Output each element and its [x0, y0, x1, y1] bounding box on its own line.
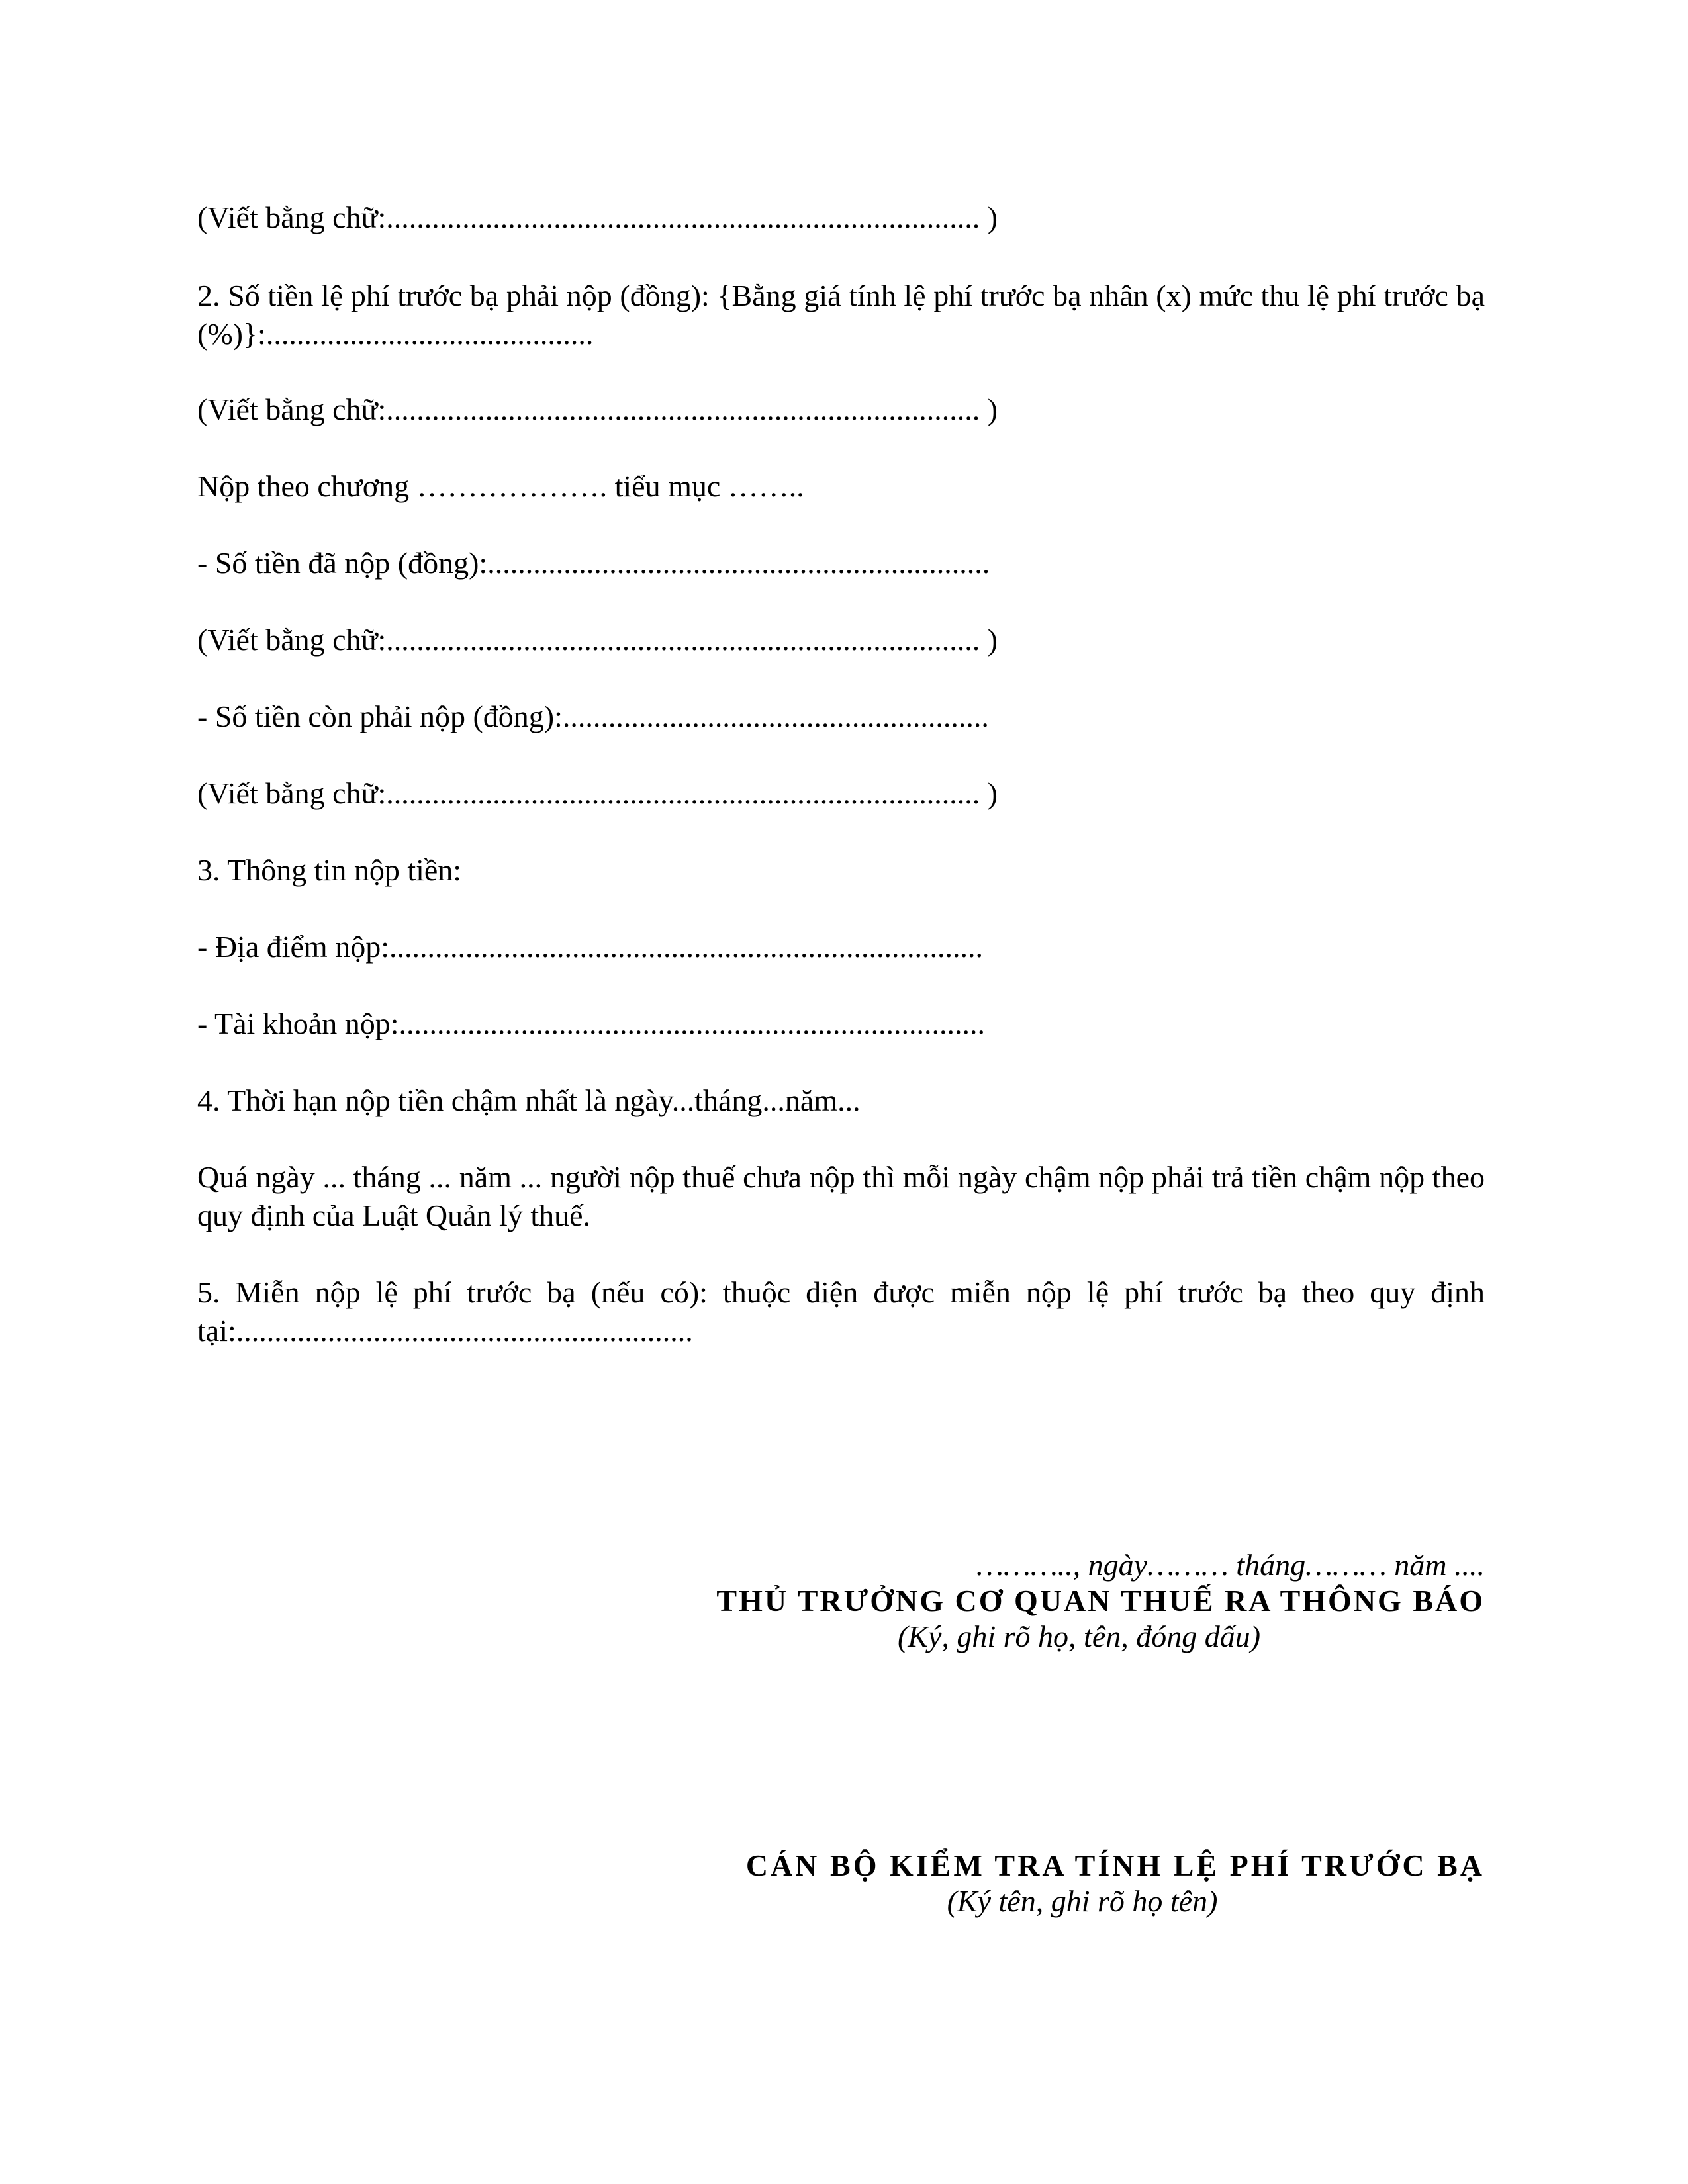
amount-paid-line: - Số tiền đã nộp (đồng):..................................................................	[197, 546, 990, 580]
section-3-payment-info: 3. Thông tin nộp tiền:	[197, 853, 462, 887]
section-2-fee-payable: 2. Số tiền lệ phí trước bạ phải nộp (đồng): {Bằng giá tính lệ phí trước bạ nhân (x) mức thu lệ phí trước bạ (%)}:...........................................	[197, 279, 1485, 351]
signature-date-line: ……….., ngày……… tháng……… năm ....	[976, 1548, 1485, 1582]
amount-in-words-line-4: (Viết bằng chữ:.............................................................................. )	[197, 776, 998, 810]
authority-signature-note: (Ký, ghi rõ họ, tên, đóng dấu)	[897, 1619, 1261, 1653]
amount-in-words-line-3: (Viết bằng chữ:.............................................................................. )	[197, 623, 998, 657]
payment-chapter-line: Nộp theo chương ………………. tiểu mục ……..	[197, 469, 804, 503]
amount-in-words-line-1: (Viết bằng chữ:.............................................................................. )	[197, 201, 998, 234]
amount-remaining-line: - Số tiền còn phải nộp (đồng):........................................................	[197, 700, 989, 733]
section-4-deadline: 4. Thời hạn nộp tiền chậm nhất là ngày...tháng...năm...	[197, 1083, 861, 1117]
inspector-signature-title: CÁN BỘ KIỂM TRA TÍNH LỆ PHÍ TRƯỚC BẠ	[745, 1848, 1485, 1882]
section-5-exemption: 5. Miễn nộp lệ phí trước bạ (nếu có): thuộc diện được miễn nộp lệ phí trước bạ theo quy định tại:............................................................	[197, 1275, 1485, 1347]
payment-location-line: - Địa điểm nộp:..............................................................................	[197, 930, 983, 964]
late-payment-paragraph: Quá ngày ... tháng ... năm ... người nộp thuế chưa nộp thì mỗi ngày chậm nộp phải trả tiền chậm nộp theo quy định của Luật Quản lý thuế.	[197, 1160, 1485, 1232]
authority-signature-title: THỦ TRƯỞNG CƠ QUAN THUẾ RA THÔNG BÁO	[716, 1584, 1485, 1617]
amount-in-words-line-2: (Viết bằng chữ:.............................................................................. )	[197, 392, 998, 426]
inspector-signature-note: (Ký tên, ghi rõ họ tên)	[947, 1884, 1218, 1918]
payment-account-line: - Tài khoản nộp:.............................................................................	[197, 1007, 985, 1040]
